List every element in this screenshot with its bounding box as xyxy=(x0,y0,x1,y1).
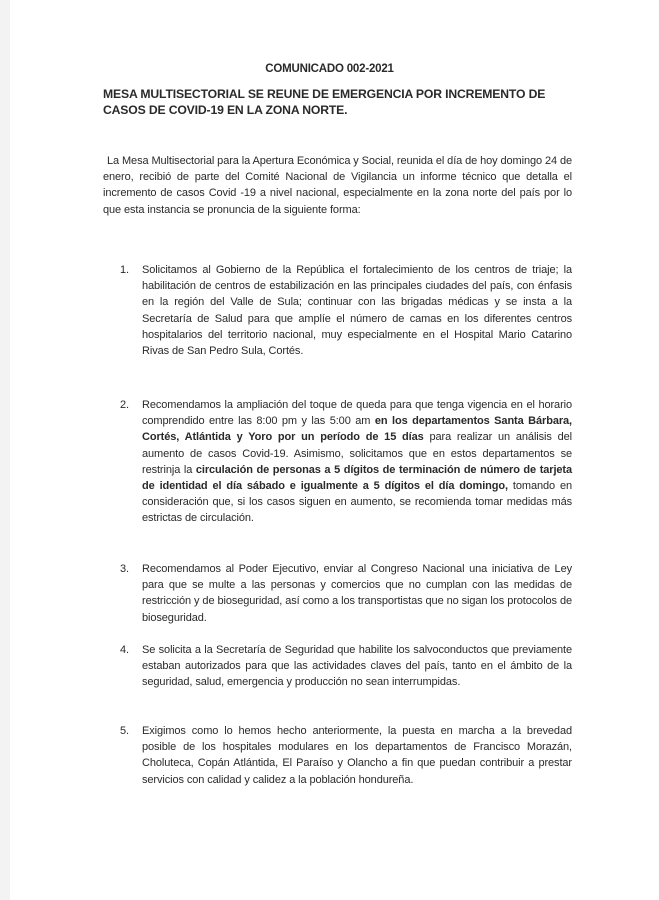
list-item-3 xyxy=(120,561,572,626)
intro-paragraph xyxy=(103,153,572,218)
item-2-bold-2: circulación de personas a 5 dígitos de terminación de número de tarjeta de identidad el día sábado e igualmente a 5 dígitos el día domingo, xyxy=(142,463,573,493)
list-item-4 xyxy=(120,642,572,691)
list-item-5 xyxy=(120,723,572,788)
item-2-text-3: tomando en consideración que, si los casos siguen en aumento, se recomienda tomar medidas más estrictas de circulación. xyxy=(142,480,572,525)
list-number: 2. xyxy=(120,399,129,411)
list-number: 1. xyxy=(120,264,129,276)
list-item-1 xyxy=(120,262,572,359)
list-item-text xyxy=(142,397,572,527)
list-number: 3. xyxy=(120,563,129,575)
list-item-text: Se solicita a la Secretaría de Seguridad que habilite los salvoconductos que previamente estaban autorizados para que las actividades claves del país, tanto en el ámbito de la seguridad, salud, emergencia y producción no sean interrumpidas. xyxy=(142,644,572,689)
list-item-text: Exigimos como lo hemos hecho anteriormente, la puesta en marcha a la brevedad posible de los hospitales modulares en los departamentos de Francisco Morazán, Choluteca, Copán Atlántida, El Paraíso y Olancho a fin que puedan contribuir a prestar servicios con calidad y calidez a la población hondureña. xyxy=(142,725,572,786)
communique-headline: MESA MULTISECTORIAL SE REUNE DE EMERGENCIA POR INCREMENTO DE CASOS DE COVID-19 EN LA ZONA NORTE. xyxy=(103,87,546,117)
list-number: 4. xyxy=(120,644,129,656)
communique-number: COMUNICADO 002-2021 xyxy=(265,63,394,75)
list-item-text: Recomendamos al Poder Ejecutivo, enviar al Congreso Nacional una iniciativa de Ley para que se multe a las personas y comercios que no cumplan con las medidas de restricción y de bioseguridad, así como a los transportistas que no sigan los protocolos de bioseguridad. xyxy=(142,563,572,624)
intro-text: La Mesa Multisectorial para la Apertura Económica y Social, reunida el día de hoy domingo 24 de enero, recibió de parte del Comité Nacional de Vigilancia un informe técnico que detalla el incremento de casos Covid -19 a nivel nacional, especialmente en la zona norte del país por lo que esta instancia se pronuncia de la siguiente forma: xyxy=(103,155,572,216)
item-2-bold-1: en los departamentos Santa Bárbara, Cortés, Atlántida y Yoro por un período de 15 días xyxy=(142,415,572,444)
item-2-text-1: Recomendamos la ampliación del toque de queda para que tenga vigencia en el horario comprendido entre las 8:00 pm y las 5:00 am xyxy=(142,399,572,428)
list-item-2 xyxy=(120,397,572,527)
list-item-text: Solicitamos al Gobierno de la República el fortalecimiento de los centros de triaje; la habilitación de centros de estabilización en las principales ciudades del país, con énfasis en la región del Valle de Sula; continuar con las brigadas médicas y se insta a la Secretaría de Salud para que amplíe el número de camas en los diferentes centros hospitalarios del territorio nacional, muy especialmente en el Hospital Mario Catarino Rivas de San Pedro Sula, Cortés. xyxy=(142,264,572,358)
item-2-text-2: para realizar un análisis del aumento de casos Covid-19. Asimismo, solicitamos que en estos departamentos se restrinja la xyxy=(142,431,572,476)
list-number: 5. xyxy=(120,725,129,737)
